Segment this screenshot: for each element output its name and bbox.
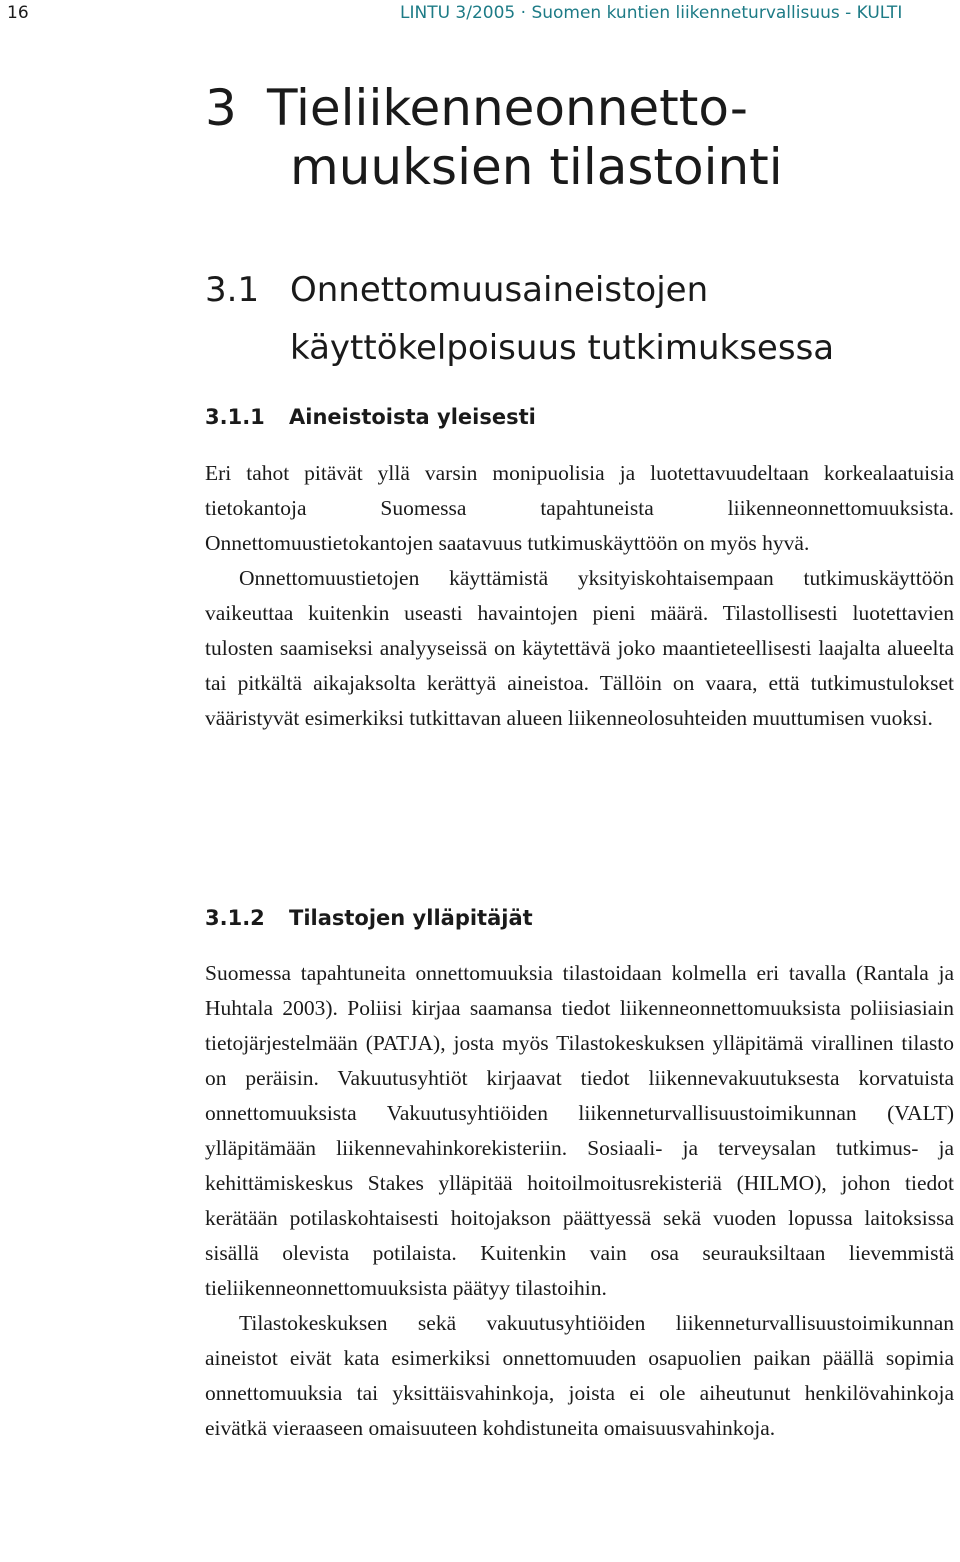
chapter-number: 3 xyxy=(205,79,237,137)
paragraph: Eri tahot pitävät yllä varsin monipuolisia ja luotettavuudeltaan korkealaatuisia tietokantoja Suomessa tapahtuneista liikenneonnettomuuksista. Onnettomuustietokantojen saatavuus tutkimuskäyttöön on myös hyvä. xyxy=(205,461,954,555)
subsection-number-2: 3.1.2 xyxy=(205,906,265,930)
running-title: LINTU 3/2005 · Suomen kuntien liikenneturvallisuus - KULTI xyxy=(400,3,903,23)
subsection-heading-2 xyxy=(205,906,533,930)
paragraph: Onnettomuustietojen käyttämistä yksityiskohtaisempaan tutkimuskäyttöön vaikeuttaa kuitenkin useasti havaintojen pieni määrä. Tilastollisesti luotettavien tulosten saamiseksi analyyseissä on käytettävä joko maantieteellisesti laajalta alueelta tai pitkältä aikajaksolta kerättyä aineistoa. Tällöin on vaara, että tutkimustulokset vääristyvät esimerkiksi tutkittavan alueen liikenneolosuhteiden muuttumisen vuoksi. xyxy=(205,566,954,730)
subsection-heading-1 xyxy=(205,405,536,429)
subsection-title-1: Aineistoista yleisesti xyxy=(289,405,536,429)
running-head xyxy=(0,0,960,40)
section-title-line-2: käyttökelpoisuus tutkimuksessa xyxy=(290,328,835,368)
paragraph: Suomessa tapahtuneita onnettomuuksia tilastoidaan kolmella eri tavalla (Rantala ja Huhtala 2003). Poliisi kirjaa saamansa tiedot liikenneonnettomuuksista poliisiasiain tietojärjestelmään (PATJA), josta myös Tilastokeskuksen ylläpitämä virallinen tilasto on peräisin. Vakuutusyhtiöt kirjaavat tiedot liikennevakuutuksesta korvatuista onnettomuuksista Vakuutusyhtiöiden liikenneturvallisuustoimikunnan (VALT) ylläpitämään liikennevahinkorekisteriin. Sosiaali- ja terveysalan tutkimus- ja kehittämiskeskus Stakes ylläpitää hoitoilmoitusrekisteriä (HILMO), johon tiedot kerätään potilaskohtaisesti hoitojakson päättyessä sekä vuoden lopussa laitoksissa sisällä olevista potilaista. Kuitenkin vain osa seurauksiltaan lievemmistä tieliikenneonnettomuuksista päätyy tilastoihin. xyxy=(205,961,954,1300)
section-number: 3.1 xyxy=(205,270,260,310)
chapter-title-line-2: muuksien tilastointi xyxy=(290,138,783,196)
page-number: 16 xyxy=(7,3,29,23)
chapter-title-line-1: Tieliikenneonnetto- xyxy=(267,79,748,137)
subsection-1-body xyxy=(205,456,954,736)
subsection-2-body xyxy=(205,956,954,1446)
section-title-line-1: Onnettomuusaineistojen xyxy=(290,270,709,310)
subsection-title-2: Tilastojen ylläpitäjät xyxy=(289,906,533,930)
subsection-number-1: 3.1.1 xyxy=(205,405,265,429)
paragraph: Tilastokeskuksen sekä vakuutusyhtiöiden liikenneturvallisuustoimikunnan aineistot eivät kata esimerkiksi onnettomuuden osapuolien paikan päällä sopimia onnettomuuksia tai yksittäisvahinkoja, joista ei ole aiheutunut henkilövahinkoja eivätkä vieraaseen omaisuuteen kohdistuneita omaisuusvahinkoja. xyxy=(205,1311,954,1440)
